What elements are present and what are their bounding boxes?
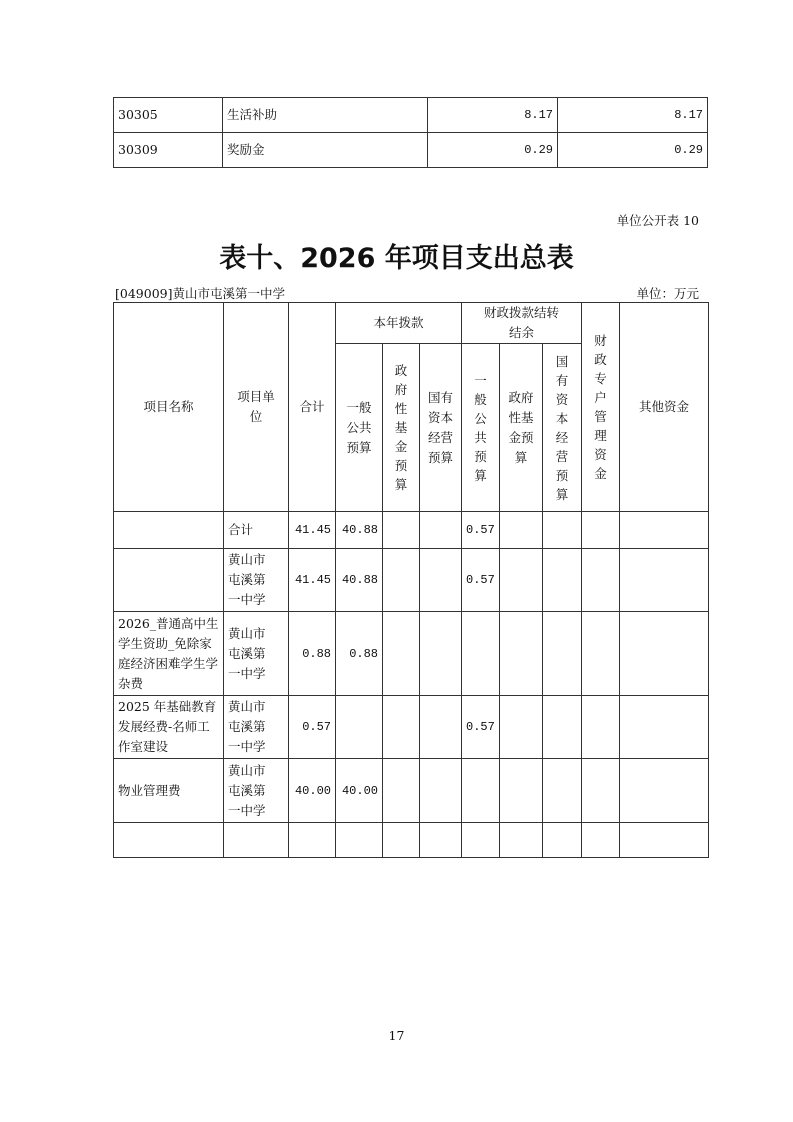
value-cell: 8.17 xyxy=(428,98,558,133)
g2-general-cell: 0.57 xyxy=(462,512,500,549)
unit-label: 单位：万元 xyxy=(636,286,699,301)
special-account-cell xyxy=(582,512,620,549)
header-g2-fund: 政府性基金预算 xyxy=(500,344,543,512)
special-account-cell xyxy=(582,823,620,858)
g1-fund-cell xyxy=(383,759,420,823)
table-label: 单位公开表 10 xyxy=(616,213,699,228)
code-cell: 30309 xyxy=(114,133,223,168)
header-g2-state: 国有资本经营预算 xyxy=(543,344,582,512)
table-row xyxy=(114,133,708,168)
g2-state-cell xyxy=(543,823,582,858)
other-funds-cell xyxy=(620,612,709,696)
g1-state-cell xyxy=(420,759,462,823)
g2-fund-cell xyxy=(500,512,543,549)
project-unit-cell: 黄山市屯溪第一中学 xyxy=(224,549,289,612)
other-funds-cell xyxy=(620,823,709,858)
special-account-cell xyxy=(582,612,620,696)
header-row xyxy=(114,303,709,344)
g1-fund-cell xyxy=(383,696,420,759)
project-unit-cell: 黄山市屯溪第一中学 xyxy=(224,759,289,823)
header-g2-general: 一般公共预算 xyxy=(462,344,500,512)
g1-general-cell: 40.88 xyxy=(336,549,383,612)
g1-fund-cell xyxy=(383,512,420,549)
project-name-cell xyxy=(114,823,224,858)
top-table xyxy=(113,97,708,168)
table-row xyxy=(114,98,708,133)
g2-general-cell: 0.57 xyxy=(462,549,500,612)
g2-general-cell: 0.57 xyxy=(462,696,500,759)
other-funds-cell xyxy=(620,512,709,549)
g2-fund-cell xyxy=(500,696,543,759)
g1-general-cell: 40.88 xyxy=(336,512,383,549)
header-carryover: 财政拨款结转结余 xyxy=(462,303,582,344)
project-unit-cell: 合计 xyxy=(224,512,289,549)
g2-fund-cell xyxy=(500,823,543,858)
special-account-cell xyxy=(582,549,620,612)
g1-state-cell xyxy=(420,823,462,858)
table-row xyxy=(114,549,709,612)
project-expenditure-table xyxy=(113,302,709,858)
g1-state-cell xyxy=(420,549,462,612)
other-funds-cell xyxy=(620,696,709,759)
total-cell: 40.00 xyxy=(289,759,336,823)
project-unit-cell xyxy=(224,823,289,858)
project-name-cell: 2025 年基础教育发展经费-名师工作室建设 xyxy=(114,696,224,759)
g1-state-cell xyxy=(420,696,462,759)
g2-fund-cell xyxy=(500,549,543,612)
value-cell: 0.29 xyxy=(558,133,708,168)
total-cell: 0.88 xyxy=(289,612,336,696)
g2-general-cell xyxy=(462,759,500,823)
g1-general-cell: 0.88 xyxy=(336,612,383,696)
total-cell: 41.45 xyxy=(289,549,336,612)
page-title: 表十、2026 年项目支出总表 xyxy=(219,243,574,274)
g1-general-cell: 40.00 xyxy=(336,759,383,823)
g1-fund-cell xyxy=(383,549,420,612)
table-row xyxy=(114,696,709,759)
project-name-cell: 2026_普通高中生学生资助_免除家庭经济困难学生学杂费 xyxy=(114,612,224,696)
table-row xyxy=(114,759,709,823)
header-g1-state: 国有资本经营预算 xyxy=(420,344,462,512)
value-cell: 8.17 xyxy=(558,98,708,133)
g1-fund-cell xyxy=(383,612,420,696)
g2-state-cell xyxy=(543,612,582,696)
g1-general-cell xyxy=(336,823,383,858)
header-total: 合计 xyxy=(289,303,336,512)
name-cell: 奖励金 xyxy=(223,133,428,168)
page-number: 17 xyxy=(388,1028,405,1043)
special-account-cell xyxy=(582,696,620,759)
project-name-cell xyxy=(114,512,224,549)
g2-state-cell xyxy=(543,512,582,549)
g1-general-cell xyxy=(336,696,383,759)
special-account-cell xyxy=(582,759,620,823)
other-funds-cell xyxy=(620,759,709,823)
header-g1-fund: 政府性基金预算 xyxy=(383,344,420,512)
table-row xyxy=(114,512,709,549)
g2-general-cell xyxy=(462,612,500,696)
g1-state-cell xyxy=(420,512,462,549)
g2-general-cell xyxy=(462,823,500,858)
header-special-account: 财政专户管理资金 xyxy=(582,303,620,512)
project-name-cell: 物业管理费 xyxy=(114,759,224,823)
value-cell: 0.29 xyxy=(428,133,558,168)
project-unit-cell: 黄山市屯溪第一中学 xyxy=(224,612,289,696)
header-g1-general: 一般公共预算 xyxy=(336,344,383,512)
g2-state-cell xyxy=(543,759,582,823)
g2-state-cell xyxy=(543,549,582,612)
header-project-name: 项目名称 xyxy=(114,303,224,512)
project-name-cell xyxy=(114,549,224,612)
total-cell xyxy=(289,823,336,858)
header-other-funds: 其他资金 xyxy=(620,303,709,512)
total-cell: 41.45 xyxy=(289,512,336,549)
g2-fund-cell xyxy=(500,759,543,823)
table-row xyxy=(114,612,709,696)
code-cell: 30305 xyxy=(114,98,223,133)
g2-fund-cell xyxy=(500,612,543,696)
total-cell: 0.57 xyxy=(289,696,336,759)
name-cell: 生活补助 xyxy=(223,98,428,133)
g1-state-cell xyxy=(420,612,462,696)
project-unit-cell: 黄山市屯溪第一中学 xyxy=(224,696,289,759)
header-project-unit: 项目单位 xyxy=(224,303,289,512)
table-row xyxy=(114,823,709,858)
g1-fund-cell xyxy=(383,823,420,858)
header-current-year-allocation: 本年拨款 xyxy=(336,303,462,344)
g2-state-cell xyxy=(543,696,582,759)
organization-label: [049009]黄山市屯溪第一中学 xyxy=(115,286,285,301)
other-funds-cell xyxy=(620,549,709,612)
